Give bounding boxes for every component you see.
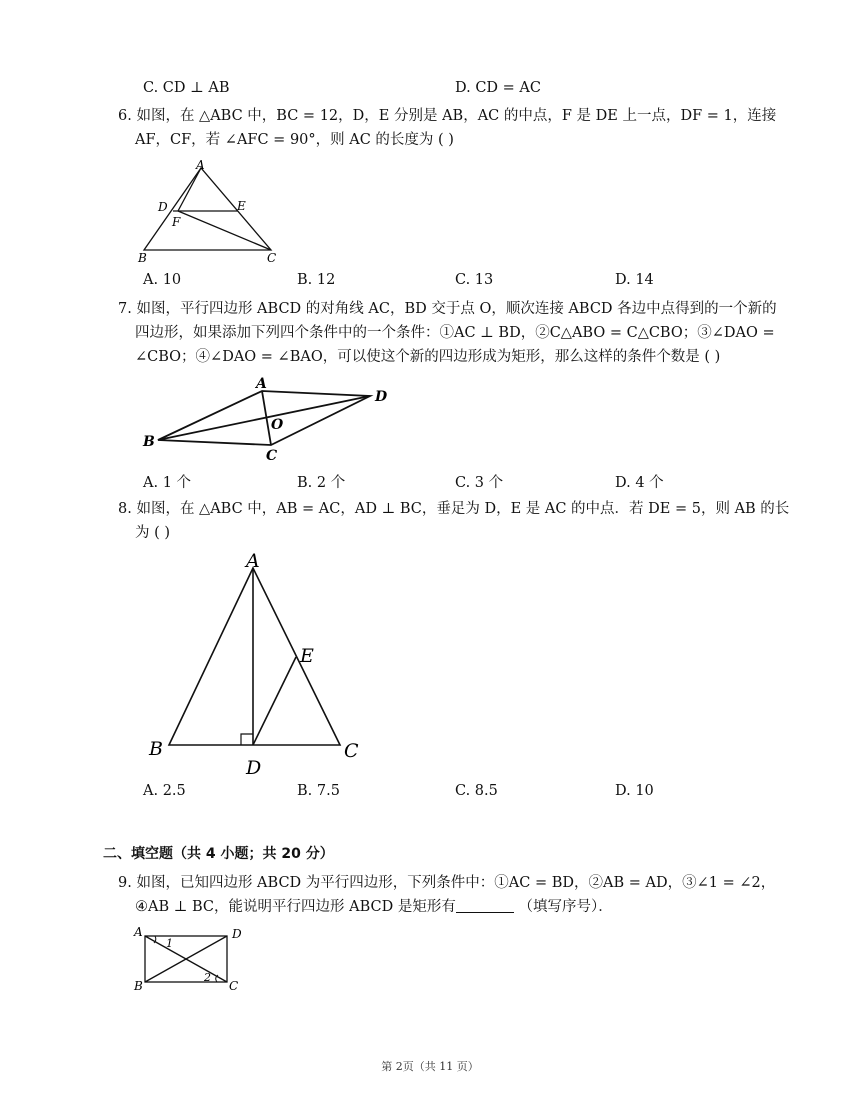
page-footer: 第 2页（共 11 页） <box>381 1060 479 1073</box>
q8-label-b: B <box>149 738 163 760</box>
q9-label-c: C <box>229 979 239 993</box>
q8-line-1: 8. 如图，在 △ABC 中，AB = AC，AD ⊥ BC，垂足为 D，E 是 AC 的中点．若 DE = 5，则 AB 的长 <box>118 501 790 517</box>
q6-figure-triangle <box>130 158 290 268</box>
q6-label-c: C <box>267 251 277 265</box>
q7-label-a: A <box>256 376 267 392</box>
q7-option-d: D. 4 个 <box>615 475 664 491</box>
q6-label-d: D <box>158 200 168 214</box>
q7-label-b: B <box>143 434 155 450</box>
q7-option-a: A. 1 个 <box>143 475 192 491</box>
q6-option-c: C. 13 <box>455 272 494 288</box>
q6-label-a: A <box>196 158 205 172</box>
q8-label-a: A <box>246 550 260 572</box>
q8-option-a: A. 2.5 <box>143 783 186 799</box>
q7-label-o: O <box>271 417 284 433</box>
question-8 <box>118 497 789 545</box>
q8-option-c: C. 8.5 <box>455 783 498 799</box>
q8-option-b: B. 7.5 <box>297 783 340 799</box>
q9-label-angle-2: 2 <box>204 971 211 984</box>
q9-label-a: A <box>134 925 143 939</box>
q8-label-c: C <box>344 740 359 762</box>
q9-line-2-suffix: （填写序号）． <box>518 899 613 915</box>
q9-line-2 <box>118 895 775 919</box>
q8-label-e: E <box>300 645 314 667</box>
q9-answer-blank[interactable] <box>456 898 514 913</box>
q7-line-3: ∠CBO；④∠DAO = ∠BAO，可以使这个新的四边形成为矩形，那么这样的条件个数是 ( ) <box>135 349 721 365</box>
q7-option-c: C. 3 个 <box>455 475 504 491</box>
q7-label-d: D <box>375 389 388 405</box>
q5-option-c: C. CD ⊥ AB <box>143 80 230 96</box>
q7-line-1: 7. 如图，平行四边形 ABCD 的对角线 AC，BD 交于点 O，顺次连接 ABCD 各边中点得到的一个新的 <box>118 301 777 317</box>
q8-label-d: D <box>246 757 262 779</box>
q7-option-b: B. 2 个 <box>297 475 346 491</box>
q8-figure-isosceles-triangle <box>145 550 365 780</box>
q6-label-b: B <box>138 251 147 265</box>
q7-figure-parallelogram <box>138 372 398 464</box>
q6-line-1: 6. 如图，在 △ABC 中，BC = 12，D，E 分别是 AB，AC 的中点，F 是 DE 上一点，DF = 1，连接 <box>118 108 777 124</box>
q6-option-b: B. 12 <box>297 272 336 288</box>
q6-label-f: F <box>172 215 181 229</box>
q8-option-d: D. 10 <box>615 783 654 799</box>
q9-line-2-text: ④AB ⊥ BC，能说明平行四边形 ABCD 是矩形有 <box>135 899 456 915</box>
question-7 <box>118 297 777 369</box>
q9-label-b: B <box>134 979 143 993</box>
q7-line-2: 四边形，如果添加下列四个条件中的一个条件：①AC ⊥ BD，②C△ABO = C△CBO；③∠DAO = <box>135 325 775 341</box>
section-title-fill-in: 二、填空题（共 4 小题；共 20 分） <box>103 846 334 862</box>
question-6 <box>118 104 776 152</box>
q6-label-e: E <box>237 199 246 213</box>
q7-label-c: C <box>266 448 278 464</box>
q9-label-d: D <box>232 927 242 941</box>
q8-line-2: 为 ( ) <box>135 525 171 541</box>
q6-line-2: AF，CF，若 ∠AFC = 90°，则 AC 的长度为 ( ) <box>135 132 454 148</box>
q9-figure-rectangle <box>130 924 250 994</box>
q6-option-a: A. 10 <box>143 272 182 288</box>
q5-option-d: D. CD = AC <box>455 80 541 96</box>
q6-option-d: D. 14 <box>615 272 654 288</box>
q9-label-angle-1: 1 <box>166 937 173 950</box>
q9-line-1: 9. 如图，已知四边形 ABCD 为平行四边形，下列条件中：①AC = BD，②AB = AD，③∠1 = ∠2， <box>118 875 776 891</box>
question-9 <box>118 871 775 919</box>
